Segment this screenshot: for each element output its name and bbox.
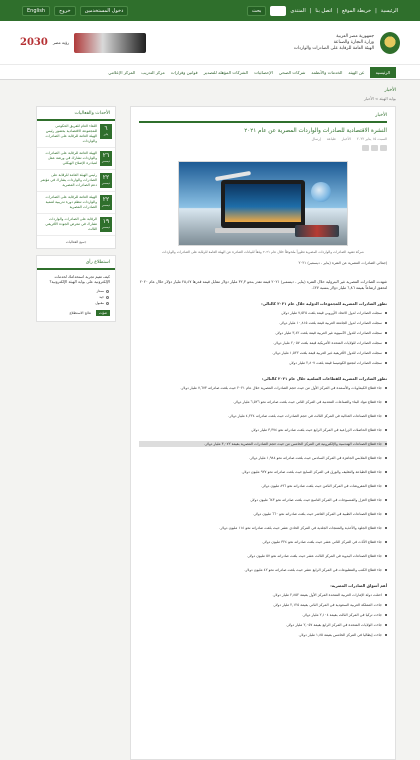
date-badge: ٢٢ ديسمبر bbox=[100, 195, 112, 210]
lead-note: إجمالي الصادرات المصرية عن الفترة (يناير - ديسمبر) ٢٠٢١ bbox=[298, 261, 387, 265]
radio-icon[interactable] bbox=[106, 296, 109, 299]
event-item[interactable] bbox=[37, 192, 115, 214]
image-caption: شركة تشهد الصادرات والواردات المصرية تطوراً ملحوظاً خلال عام ٢٠٢١ وفقاً للبيانات الصادرة عن الهيئة العامة للرقابة على الصادرات والواردات bbox=[162, 250, 364, 254]
radio-icon[interactable] bbox=[106, 302, 109, 305]
list-item: جاءت المملكة العربية السعودية في المركز الثاني بقيمة ٢,١٢٥ مليار دولار. bbox=[139, 602, 387, 608]
brand[interactable] bbox=[294, 32, 400, 54]
poll-box bbox=[36, 255, 116, 322]
print-link[interactable]: طباعة bbox=[326, 137, 336, 141]
menu-item-training[interactable]: مركز التدريب bbox=[141, 69, 165, 75]
list-item: سجلت الصادرات للدول الآسيوية غير العربية قيمة بلغت ٣,٤٢ مليار دولار. bbox=[139, 330, 387, 336]
page-title: الأخبار bbox=[384, 88, 396, 93]
poll-results-link[interactable]: نتائج الاستطلاع bbox=[69, 311, 91, 315]
sectors-list bbox=[139, 385, 387, 573]
groups-title: تطور الصادرات المصرية للمجموعات الدولية خلال عام ٢٠٢١ كالتالي: bbox=[261, 301, 387, 307]
menu-item-companies[interactable]: شركات الصحي bbox=[278, 69, 306, 75]
vision-label: رؤية مصر bbox=[52, 40, 70, 45]
list-item: سجلت الصادرات لدول الاتحاد الأوروبي قيمة بلغت ٧,٥٢٥ مليار دولار. bbox=[139, 310, 387, 316]
event-text[interactable]: اللقاء العام للفريق الحكومي للمجموعة الاقتصادية بحضور رئيس الهيئة العامة للرقابة على الصادرات والواردات bbox=[45, 124, 97, 143]
groups-list bbox=[139, 310, 387, 366]
menu-item-exporters[interactable]: الشركات المؤهلة للتصدير bbox=[203, 69, 249, 75]
poll-option[interactable]: ممتاز bbox=[37, 288, 115, 294]
facebook-icon[interactable] bbox=[380, 145, 387, 151]
sidebar bbox=[36, 106, 116, 328]
list-item: جاء قطاع الصناعات الطبية في المركز العاشر حيث بلغت صادراته نحو ٦٦٠ مليون دولار. bbox=[139, 511, 387, 517]
list-item: جاء قطاع الصناعات الغذائية في المركز الثالث في حجم الصادرات حيث بلغت صادراته ٤,٢٢٤ مليار دولار. bbox=[139, 413, 387, 419]
top-bar bbox=[0, 0, 420, 21]
list-item: جاء قطاع الملابس الجاهزة في المركز السادس حيث بلغت صادراته نحو ١,٩٨٤ مليار دولار. bbox=[139, 455, 387, 461]
login-button[interactable]: دخول المستخدمين bbox=[80, 6, 129, 16]
article-category[interactable]: الأخبار bbox=[341, 137, 351, 141]
events-title: الأحداث والفعاليات bbox=[37, 107, 115, 121]
list-item: جاء قطاع الجلود والأحذية والمنتجات الجلدية في المركز الحادي عشر حيث بلغت صادراته نحو ١١٤ مليون دولار. bbox=[139, 525, 387, 531]
site-header bbox=[0, 21, 420, 64]
search-button[interactable]: بحث bbox=[247, 6, 267, 16]
list-item: سجلت الصادرات للدول الأفريقية غير العربية قيمة بلغت ١,٥٢٢ مليار دولار. bbox=[139, 350, 387, 356]
event-item[interactable] bbox=[37, 214, 115, 236]
list-item: سجلت الصادرات للولايات المتحدة الأمريكية قيمة بلغت ٢,٠٥٧ مليار دولار. bbox=[139, 340, 387, 346]
list-item: جاء قطاع الأثاث في المركز الثاني عشر حيث بلغت صادراته نحو ٣٢٤ مليون دولار. bbox=[139, 539, 387, 545]
language-button[interactable]: English bbox=[22, 6, 50, 16]
globe-shape bbox=[311, 182, 331, 202]
article-intro: شهدت الصادرات المصرية غير البترولية خلال الفترة (يناير - ديسمبر) ٢٠٢١ قيمة تقدر بنحو ٣٢,٣ مليار دولار مقابل قيمة قدرها ٢٥,٤٧ مليار دولار خلال عام ٢٠٢٠ لتحقق ارتفاعاً بقيمة ٦,٨٦ مليار دولار بنسبة ٢٧٪. bbox=[139, 279, 387, 291]
page-title-bar bbox=[0, 80, 420, 106]
ministry-emblem-icon bbox=[380, 32, 400, 54]
event-text[interactable]: الهيئة العامة للرقابة على الصادرات والواردات تشارك في ورشة عمل لمبادرة الإصلاح الهيكلي bbox=[45, 151, 97, 165]
article-section-title: الأخبار bbox=[139, 113, 387, 123]
event-text[interactable]: رئيس الهيئة العامة للرقابة على الصادرات والواردات يشارك في مؤتمر دعم الصادرات المصرية bbox=[40, 173, 97, 187]
menu-item-services[interactable]: الخدمات والأنظمة bbox=[311, 69, 343, 75]
top-nav: الرئيسية | خريطة الموقع | اتصل بنا | المنتدى بحث bbox=[247, 6, 398, 16]
egypt-wordmark-logo bbox=[74, 33, 146, 53]
event-text[interactable]: الهيئة العامة للرقابة على الصادرات والواردات تنظم دورة تدريبية لتنمية الصادرات المصرية bbox=[45, 195, 97, 209]
main-content bbox=[0, 106, 420, 760]
top-link-home[interactable]: الرئيسية bbox=[380, 7, 398, 14]
article-title: النشرة الاقتصادية للصادرات والواردات المصرية عن عام ٢٠٢١ bbox=[244, 128, 387, 134]
article-image bbox=[178, 161, 348, 246]
list-item: جاءت الولايات المتحدة في المركز الرابع بقيمة ٢,٠٥٧ مليار دولار. bbox=[139, 622, 387, 628]
markets-title: أهم أسواق الصادرات المصرية: bbox=[330, 583, 387, 589]
menu-item-laws[interactable]: قوانين وقرارات bbox=[170, 69, 198, 75]
poll-title: استطلاع رأى bbox=[37, 256, 115, 270]
list-item: جاء قطاع المفروشات في المركز الثامن حيث بلغت صادراته نحو ٨٩٦ مليون دولار. bbox=[139, 483, 387, 489]
breadcrumb[interactable]: بوابة الهيئة > الأخبار bbox=[364, 96, 396, 101]
menu-item-about[interactable]: عن الهيئة bbox=[348, 69, 365, 75]
event-item[interactable] bbox=[37, 148, 115, 170]
date-badge: ١٩ ديسمبر bbox=[100, 217, 112, 232]
list-item: جاء قطاع الحاصلات الزراعية في المركز الرابع حيث بلغت صادراته نحو ٣,٣٧٤ مليار دولار. bbox=[139, 427, 387, 433]
top-link-contact[interactable]: اتصل بنا bbox=[315, 7, 333, 14]
sectors-title: تطور الصادرات المصرية للقطاعات السلعية خلال عام ٢٠٢١ كالتالي: bbox=[261, 376, 387, 382]
list-item: جاءت تركيا في المركز الثالث بقيمة ٢,١٠٤ مليار دولار. bbox=[139, 612, 387, 618]
event-text[interactable]: الرقابة على الصادرات والواردات تشارك في معرض الجودة الأفريقي الثالث bbox=[45, 217, 97, 231]
list-item: جاء قطاع الغزل والمنسوجات في المركز التاسع حيث بلغت صادراته نحو ٦٤٣ مليون دولار. bbox=[139, 497, 387, 503]
date-badge: ٢٦ ديسمبر bbox=[100, 151, 112, 166]
poll-option[interactable]: مقبول bbox=[37, 300, 115, 306]
list-item: جاء قطاع الصناعات اليدوية في المركز الثالث عشر حيث بلغت صادراته نحو ٥٧ مليون دولار. bbox=[139, 553, 387, 559]
top-link-sitemap[interactable]: خريطة الموقع bbox=[342, 7, 372, 14]
email-icon[interactable] bbox=[362, 145, 369, 151]
search-input[interactable] bbox=[270, 6, 286, 16]
poll-actions bbox=[37, 306, 115, 321]
poll-option[interactable]: جيد bbox=[37, 294, 115, 300]
list-item: سجلت الصادرات لتجمع الكوميسا قيمة بلغت ٢,٨٠٧ مليار دولار. bbox=[139, 360, 387, 366]
cargo-ship-shape bbox=[295, 225, 339, 237]
article-meta bbox=[139, 137, 387, 141]
main-menu bbox=[0, 64, 420, 80]
laptop-shape bbox=[221, 180, 305, 228]
article bbox=[130, 106, 396, 760]
date-badge: ٢٢ ديسمبر bbox=[100, 173, 112, 188]
twitter-icon[interactable] bbox=[371, 145, 378, 151]
radio-icon[interactable] bbox=[106, 290, 109, 293]
list-item: جاء قطاع الكتب والمطبوعات في المركز الرابع عشر حيث بلغت صادراته نحو ٤٢ مليون دولار. bbox=[139, 567, 387, 573]
menu-item-stats[interactable]: الإحصائيات bbox=[254, 69, 273, 75]
menu-home[interactable]: الرئيسية bbox=[370, 67, 396, 78]
events-box bbox=[36, 106, 116, 249]
date-badge: ٦ يناير bbox=[100, 124, 112, 139]
list-item: جاء قطاع الكيماويات والأسمدة في المركز الأول من حيث حجم الصادرات المصرية خلال عام ٢٠٢١ حيث بلغت صادراته ٧,٦٧٣ مليار دولار. bbox=[139, 385, 387, 391]
markets-list bbox=[139, 592, 387, 638]
list-item-highlighted: جاء قطاع الصناعات الهندسية والإلكترونية في المركز الخامس من حيث حجم الصادرات المصرية بقيمة ٣,٠٧٢ مليار دولار. bbox=[139, 441, 387, 447]
list-item: جاء قطاع مواد البناء والصناعات المعدنية في المركز الثاني حيث بلغت صادراته نحو ٦,٥٢٦ مليار دولار. bbox=[139, 399, 387, 405]
share-icons bbox=[139, 145, 387, 151]
list-item: احتلت دولة الإمارات العربية المتحدة المركز الأول بقيمة ٢,٨٥٢ مليار دولار. bbox=[139, 592, 387, 598]
vote-button[interactable]: صوّت bbox=[96, 310, 110, 316]
list-item: سجلت الصادرات لدول الجامعة العربية قيمة بلغت ١٠,٨١٥ مليار دولار. bbox=[139, 320, 387, 326]
event-item[interactable] bbox=[37, 121, 115, 148]
send-link[interactable]: إرسال bbox=[311, 137, 321, 141]
brand-text: جمهورية مصر العربية وزارة التجارة والصناعة الهيئة العامة للرقابة على الصادرات والواردات bbox=[293, 33, 374, 51]
event-item[interactable] bbox=[37, 170, 115, 192]
vision-2030-logo: 2030 bbox=[20, 37, 48, 48]
login-area bbox=[22, 6, 128, 16]
header-logos bbox=[20, 33, 146, 53]
list-item: جاءت إيطاليا في المركز الخامس بقيمة ١,٨٥ مليار دولار. bbox=[139, 632, 387, 638]
logout-button[interactable]: خروج bbox=[54, 6, 76, 16]
poll-question: كيف تقيم تجربة استخدامك لخدمات الإلكترونية على بوابة الهيئة الإلكترونية؟ bbox=[49, 274, 110, 284]
menu-item-media[interactable]: المركز الإعلامي bbox=[108, 69, 136, 75]
all-events-link[interactable]: جميع الفعاليات bbox=[65, 240, 87, 244]
top-link-forum[interactable]: المنتدى bbox=[290, 7, 306, 14]
list-item: جاء قطاع الطباعة والتغليف والورق في المركز السابع حيث بلغت صادراته نحو ٩٢٧ مليون دولار. bbox=[139, 469, 387, 475]
article-date: السبت ١٥ يناير ٢٠٢٢ bbox=[356, 137, 387, 141]
